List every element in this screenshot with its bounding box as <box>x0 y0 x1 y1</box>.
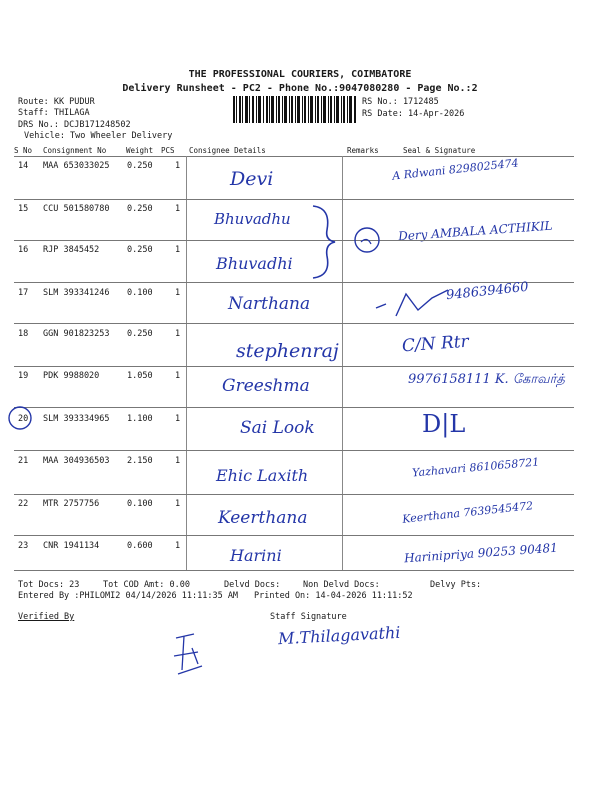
row-pcs: 1 <box>175 161 181 171</box>
consignee-handwriting: Sai Look <box>240 418 315 438</box>
signature-handwriting: Keerthana 7639545472 <box>401 499 534 526</box>
signature-handwriting: 9976158111 K. கோவர்த் <box>408 372 565 387</box>
entered-by: Entered By :PHILOMI2 04/14/2026 11:11:35 AM <box>18 591 239 601</box>
row-weight: 2.150 <box>127 456 153 466</box>
row-weight: 0.100 <box>127 499 153 509</box>
total-docs: Tot Docs: 23 <box>18 580 80 590</box>
row-sno: 18 <box>18 329 29 339</box>
signature-handwriting: C/N Rtr <box>401 331 470 357</box>
col-remarks: Remarks <box>347 146 379 155</box>
col-consignment: Consignment No <box>43 146 107 155</box>
row-consignment: MAA 304936503 <box>43 456 110 466</box>
consignee-handwriting: Greeshma <box>222 376 310 396</box>
route-label: Route: KK PUDUR <box>18 97 95 107</box>
signature-handwriting: A Rdwani 8298025474 <box>391 156 520 183</box>
non-delivered-docs: Non Delvd Docs: <box>303 580 380 590</box>
row-pcs: 1 <box>175 414 181 424</box>
vehicle-label: Vehicle: Two Wheeler Delivery <box>24 131 173 141</box>
row-consignment: MTR 2757756 <box>43 499 100 509</box>
row-pcs: 1 <box>175 499 181 509</box>
col-consignee: Consignee Details <box>189 146 266 155</box>
col-separator <box>186 156 187 570</box>
row-consignment: PDK 9988020 <box>43 371 100 381</box>
staff-label: Staff: THILAGA <box>18 108 90 118</box>
row-sno: 15 <box>18 204 29 214</box>
row-divider <box>14 366 574 367</box>
consignee-handwriting: Keerthana <box>218 508 308 528</box>
total-cod: Tot COD Amt: 0.00 <box>103 580 190 590</box>
header-rule <box>14 156 574 157</box>
row-pcs: 1 <box>175 288 181 298</box>
row-weight: 0.250 <box>127 329 153 339</box>
signature-handwriting: Yazhavari 8610658721 <box>411 455 540 480</box>
row-pcs: 1 <box>175 371 181 381</box>
row-weight: 0.250 <box>127 245 153 255</box>
row-consignment: RJP 3845452 <box>43 245 100 255</box>
verifier-signature-scribble <box>168 630 208 680</box>
row-weight: 1.100 <box>127 414 153 424</box>
row-sno: 23 <box>18 541 29 551</box>
staff-signature-handwriting: M.Thilagavathi <box>277 622 401 649</box>
consignee-handwriting: Bhuvadhi <box>216 254 293 273</box>
signature-handwriting: Harinipriya 90253 90481 <box>403 540 559 566</box>
row-sno: 22 <box>18 499 29 509</box>
row-pcs: 1 <box>175 456 181 466</box>
row-sno: 19 <box>18 371 29 381</box>
consignee-handwriting: Bhuvadhu <box>214 210 291 228</box>
row-sno: 20 <box>18 414 29 424</box>
barcode <box>233 96 358 123</box>
row-pcs: 1 <box>175 541 181 551</box>
row-consignment: CCU 501580780 <box>43 204 110 214</box>
table-bottom-rule <box>14 570 574 571</box>
row-sno: 14 <box>18 161 29 171</box>
consignee-handwriting: Ehic Laxith <box>216 466 309 485</box>
row-divider <box>14 199 574 200</box>
row-weight: 0.600 <box>127 541 153 551</box>
signature-handwriting: Dery AMBALA ACTHIKIL <box>397 218 553 244</box>
consignee-handwriting: Devi <box>230 168 274 190</box>
row-consignment: CNR 1941134 <box>43 541 100 551</box>
row-sno: 21 <box>18 456 29 466</box>
brace-mark <box>305 200 395 280</box>
row-sno: 17 <box>18 288 29 298</box>
signature-scribble <box>372 284 452 324</box>
row-weight: 0.250 <box>127 204 153 214</box>
row-consignment: SLM 393334965 <box>43 414 110 424</box>
row-sno: 16 <box>18 245 29 255</box>
row-divider <box>14 535 574 536</box>
drs-label: DRS No.: DCJB171248502 <box>18 120 131 130</box>
delivered-docs: Delvd Docs: <box>224 580 281 590</box>
col-weight: Weight <box>126 146 154 155</box>
row-pcs: 1 <box>175 245 181 255</box>
company-title: THE PROFESSIONAL COURIERS, COIMBATORE <box>188 69 412 80</box>
row-divider <box>14 494 574 495</box>
row-divider <box>14 450 574 451</box>
row-divider <box>14 323 574 324</box>
col-pcs: PCS <box>161 146 175 155</box>
signature-handwriting: 9486394660 <box>445 279 530 304</box>
row-weight: 1.050 <box>127 371 153 381</box>
delivery-points: Delvy Pts: <box>430 580 482 590</box>
row-divider <box>14 407 574 408</box>
row-consignment: MAA 653033025 <box>43 161 110 171</box>
row-pcs: 1 <box>175 204 181 214</box>
printed-on: Printed On: 14-04-2026 11:11:52 <box>254 591 413 601</box>
row-weight: 0.100 <box>127 288 153 298</box>
signature-handwriting: D|L <box>422 410 466 438</box>
rs-number: RS No.: 1712485 <box>362 97 439 107</box>
col-signature: Seal & Signature <box>403 146 476 155</box>
consignee-handwriting: Narthana <box>228 294 311 314</box>
runsheet-title: Delivery Runsheet - PC2 - Phone No.:9047080280 - Page No.:2 <box>122 83 478 94</box>
verified-by-label: Verified By <box>18 612 75 622</box>
row-divider <box>14 240 574 241</box>
row-consignment: GGN 901823253 <box>43 329 110 339</box>
row-consignment: SLM 393341246 <box>43 288 110 298</box>
col-sno: S No <box>14 146 33 155</box>
consignee-handwriting: Harini <box>230 546 282 565</box>
row-weight: 0.250 <box>127 161 153 171</box>
staff-signature-label: Staff Signature <box>270 612 347 622</box>
rs-date: RS Date: 14-Apr-2026 <box>362 109 465 119</box>
consignee-handwriting: stephenraj <box>236 340 339 362</box>
row-pcs: 1 <box>175 329 181 339</box>
